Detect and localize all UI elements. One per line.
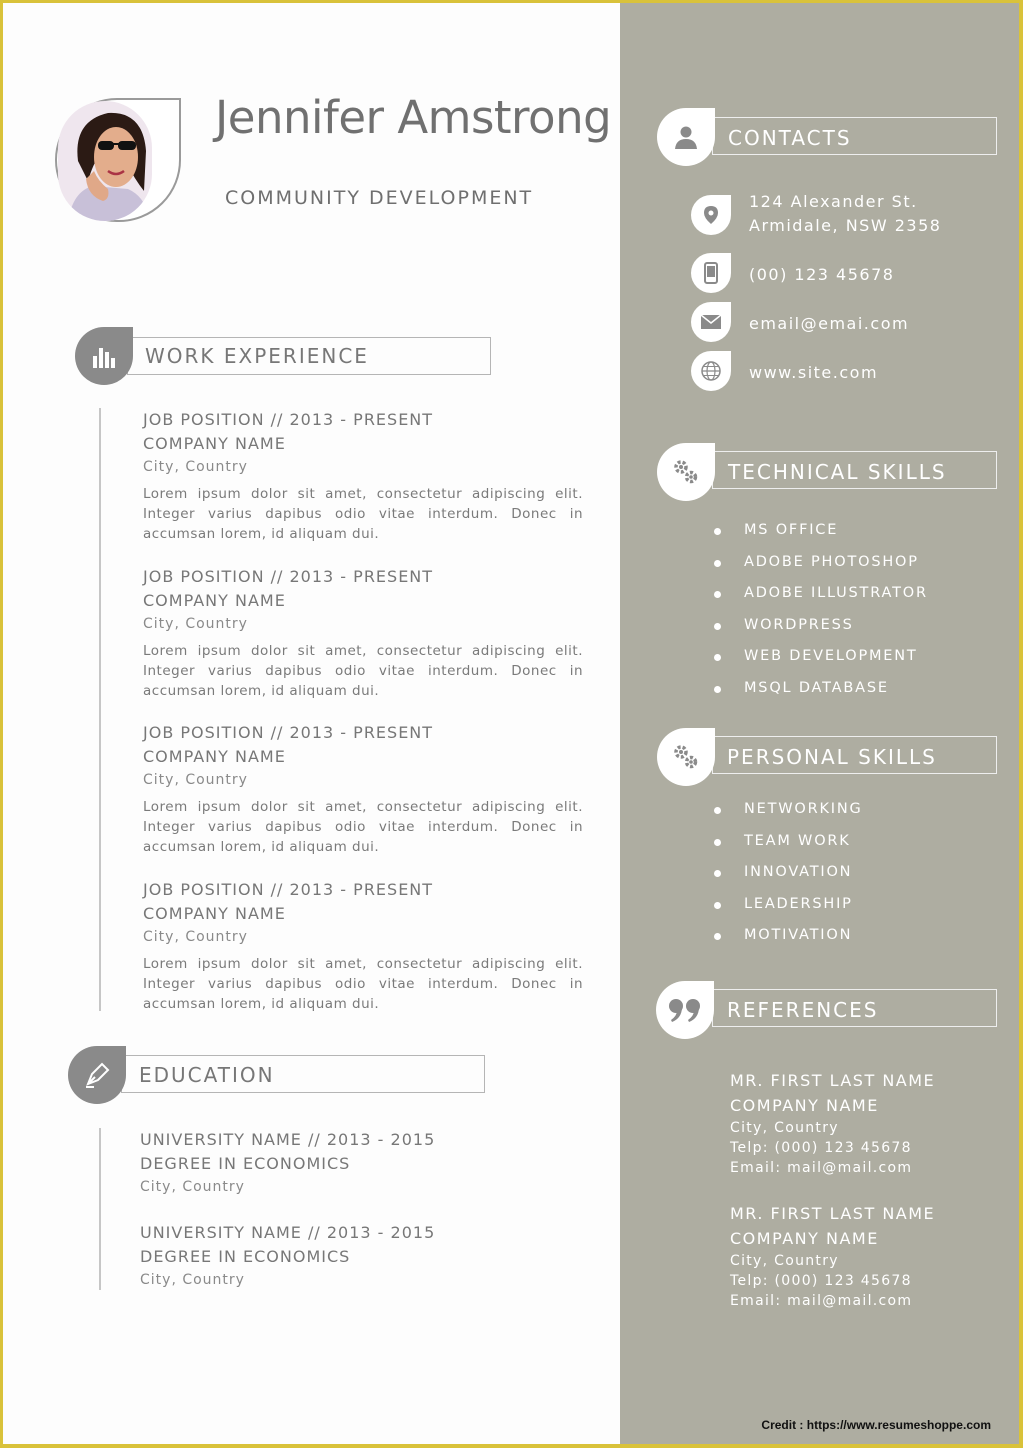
website-link[interactable]: www.site.com <box>749 363 879 382</box>
gears-icon <box>657 728 715 786</box>
candidate-name: Jennifer Amstrong <box>215 91 612 144</box>
education-degree: DEGREE IN ECONOMICS <box>140 1247 351 1266</box>
job-title: JOB POSITION // 2013 - PRESENT <box>143 723 434 742</box>
reference-phone: Telp: (000) 123 45678 <box>730 1273 912 1289</box>
list-item: ADOBE PHOTOSHOP <box>713 547 928 579</box>
job-description: Lorem ipsum dolor sit amet, consectetur adipiscing elit. Integer varius dapibus odio vitae interdum. Donec in accumsan lorem, id aliquam dui. <box>143 956 583 1012</box>
avatar <box>58 101 152 221</box>
reference-entry <box>730 1069 935 1178</box>
job-company: COMPANY NAME <box>143 747 286 766</box>
reference-company: COMPANY NAME <box>730 1228 879 1248</box>
pen-icon <box>68 1046 126 1104</box>
job-company: COMPANY NAME <box>143 904 286 923</box>
job-location: City, Country <box>143 459 248 475</box>
job-entry <box>143 565 583 701</box>
reference-name: MR. FIRST LAST NAME <box>730 1071 936 1090</box>
education-location: City, Country <box>140 1272 245 1288</box>
list-item: TEAM WORK <box>713 826 863 858</box>
location-pin-icon <box>691 195 731 235</box>
candidate-role: COMMUNITY DEVELOPMENT <box>225 187 534 209</box>
contacts-title: CONTACTS <box>728 126 852 150</box>
job-entry <box>143 721 583 857</box>
list-item: NETWORKING <box>713 794 863 826</box>
education-entry <box>140 1128 580 1204</box>
globe-icon <box>691 351 731 391</box>
list-item: LEADERSHIP <box>713 889 863 921</box>
technical-skills-title: TECHNICAL SKILLS <box>728 460 947 484</box>
person-icon <box>657 108 715 166</box>
reference-email: Email: mail@mail.com <box>730 1160 913 1176</box>
technical-skills-list <box>713 515 928 704</box>
address-line-2: Armidale, NSW 2358 <box>749 216 942 235</box>
job-description: Lorem ipsum dolor sit amet, consectetur adipiscing elit. Integer varius dapibus odio vitae interdum. Donec in accumsan lorem, id aliquam dui. <box>143 486 583 542</box>
job-location: City, Country <box>143 616 248 632</box>
reference-email: Email: mail@mail.com <box>730 1293 913 1309</box>
reference-location: City, Country <box>730 1120 839 1136</box>
bar-chart-icon <box>75 327 133 385</box>
job-location: City, Country <box>143 929 248 945</box>
work-timeline <box>99 408 101 1011</box>
education-timeline <box>99 1128 101 1290</box>
work-experience-title: WORK EXPERIENCE <box>145 344 369 368</box>
job-company: COMPANY NAME <box>143 434 286 453</box>
job-location: City, Country <box>143 772 248 788</box>
reference-name: MR. FIRST LAST NAME <box>730 1204 936 1223</box>
reference-entry <box>730 1202 935 1311</box>
education-degree: DEGREE IN ECONOMICS <box>140 1154 351 1173</box>
envelope-icon <box>691 302 731 342</box>
credit-text: Credit : https://www.resumeshoppe.com <box>761 1418 991 1432</box>
education-title: EDUCATION <box>139 1063 275 1087</box>
reference-company: COMPANY NAME <box>730 1095 879 1115</box>
education-title-line: UNIVERSITY NAME // 2013 - 2015 <box>140 1223 436 1242</box>
reference-location: City, Country <box>730 1253 839 1269</box>
list-item: ADOBE ILLUSTRATOR <box>713 578 928 610</box>
job-entry <box>143 408 583 544</box>
education-entry <box>140 1221 580 1297</box>
personal-skills-list <box>713 794 863 952</box>
job-entry <box>143 878 583 1014</box>
references-title: REFERENCES <box>727 998 879 1022</box>
list-item: WEB DEVELOPMENT <box>713 641 928 673</box>
list-item: INNOVATION <box>713 857 863 889</box>
education-location: City, Country <box>140 1179 245 1195</box>
job-title: JOB POSITION // 2013 - PRESENT <box>143 567 434 586</box>
reference-phone: Telp: (000) 123 45678 <box>730 1140 912 1156</box>
list-item: MS OFFICE <box>713 515 928 547</box>
job-description: Lorem ipsum dolor sit amet, consectetur adipiscing elit. Integer varius dapibus odio vitae interdum. Donec in accumsan lorem, id aliquam dui. <box>143 799 583 855</box>
list-item: MSQL DATABASE <box>713 673 928 705</box>
job-company: COMPANY NAME <box>143 591 286 610</box>
quote-icon <box>656 981 714 1039</box>
job-description: Lorem ipsum dolor sit amet, consectetur adipiscing elit. Integer varius dapibus odio vitae interdum. Donec in accumsan lorem, id aliquam dui. <box>143 643 583 699</box>
job-title: JOB POSITION // 2013 - PRESENT <box>143 880 434 899</box>
list-item: MOTIVATION <box>713 920 863 952</box>
mobile-phone-icon <box>691 253 731 293</box>
education-title-line: UNIVERSITY NAME // 2013 - 2015 <box>140 1130 436 1149</box>
address-line-1: 124 Alexander St. <box>749 192 918 211</box>
resume-page <box>3 3 1019 1444</box>
email-link[interactable]: email@emai.com <box>749 314 910 333</box>
personal-skills-title: PERSONAL SKILLS <box>727 745 937 769</box>
phone-number: (00) 123 45678 <box>749 265 895 284</box>
gears-icon <box>657 443 715 501</box>
job-title: JOB POSITION // 2013 - PRESENT <box>143 410 434 429</box>
list-item: WORDPRESS <box>713 610 928 642</box>
